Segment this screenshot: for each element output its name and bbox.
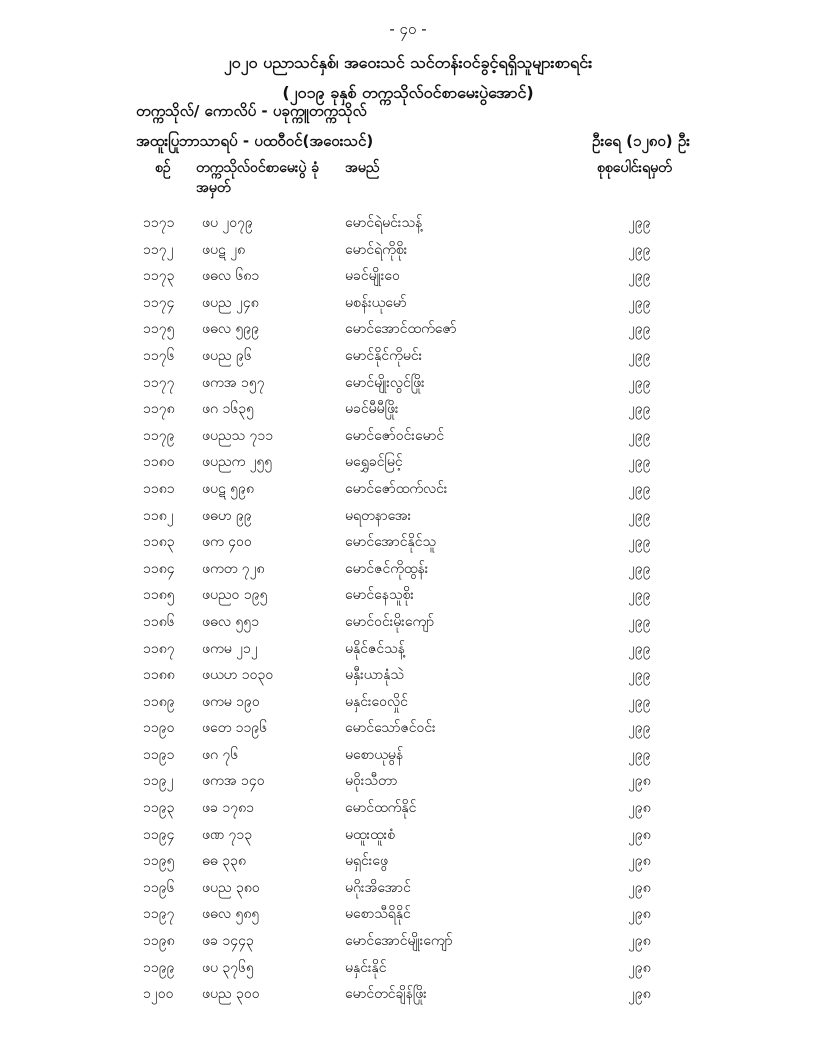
total-score: ၂၉၉ (628, 534, 651, 551)
table-row (0, 316, 816, 343)
table-row (0, 715, 816, 742)
student-name: မနှင်းနိုင် (345, 959, 387, 976)
row-number: ၁၁၉၃ (143, 800, 175, 817)
total-count-label: ဦးရေ (၁၂၈၀) ဦး (592, 132, 690, 150)
table-row (0, 795, 816, 822)
roll-number: ဖကမ ၁၉၀ (202, 693, 260, 710)
student-name: မောင်ဇော်ထက်လင်း (345, 480, 448, 497)
row-number: ၁၁၇၇ (143, 374, 175, 391)
row-number: ၁၁၈၆ (143, 613, 175, 630)
table-row (0, 662, 816, 689)
row-number: ၁၁၇၈ (143, 401, 175, 418)
table-row (0, 343, 816, 370)
total-score: ၂၉၉ (628, 746, 651, 763)
document-title: ၂၀၂၀ ပညာသင်နှစ်၊ အဝေးသင် သင်တန်းဝင်ခွင့်ရရှိသူများစာရင်း (223, 53, 593, 72)
student-name: မောင်တင်ချိန်ဖြိုး (345, 986, 427, 1003)
total-score: ၂၉၈ (628, 986, 651, 1003)
table-row (0, 396, 816, 423)
total-score: ၂၉၉ (628, 560, 651, 577)
roll-number: ဓဓ ၃၃၈ (202, 853, 246, 870)
total-score: ၂၉၉ (628, 427, 651, 444)
total-score: ၂၉၉ (628, 401, 651, 418)
roll-number: ဖဓလ ၅၅၁ (202, 613, 260, 630)
table-row (0, 529, 816, 556)
row-number: ၁၁၇၄ (143, 294, 175, 311)
roll-number: ဖဓဟ ၉၉ (202, 507, 252, 524)
table-row (0, 237, 816, 264)
roll-number: ဖပဋ ၂၈ (202, 241, 246, 258)
table-row (0, 848, 816, 875)
table-row (0, 955, 816, 982)
roll-number: ဖတေ ၁၁၉၆ (202, 720, 268, 737)
row-number: ၁၁၉၀ (143, 720, 175, 737)
row-number: ၁၁၉၂ (143, 773, 174, 790)
total-score: ၂၉၈ (628, 879, 651, 896)
total-score: ၂၉၈ (628, 773, 651, 790)
row-number: ၁၁၈၀ (143, 454, 175, 471)
row-number: ၁၁၇၁ (143, 215, 175, 231)
row-number: ၁၁၉၇ (143, 906, 175, 923)
table-row (0, 556, 816, 583)
table-row (0, 476, 816, 503)
student-name: မောင်သော်ဇင်ဝင်း (345, 720, 436, 737)
student-name: မရှင်းဖွေ (345, 853, 388, 870)
student-name: မောင်ဇော်ဝင်းမောင် (345, 427, 445, 444)
roll-number: ဖပည ၃၈၀ (202, 879, 260, 896)
row-number: ၁၁၉၁ (143, 746, 175, 763)
roll-number: ဖဓလ ၆၈၁ (202, 268, 260, 285)
student-name: မရတနာအေး (345, 507, 412, 524)
table-row (0, 875, 816, 902)
total-score: ၂၉၉ (628, 374, 651, 391)
row-number: ၁၁၉၆ (143, 879, 175, 896)
roll-number: ဖပည ၃၀၀ (202, 986, 260, 1003)
student-name: မောင်ထက်နိုင် (345, 800, 417, 817)
roll-number: ဖဏ ၇၁၃ (202, 826, 253, 843)
table-row (0, 210, 816, 237)
total-score: ၂၉၉ (628, 321, 651, 338)
student-name: မောင်ဝင်းမိုးကျော် (345, 613, 435, 630)
total-score: ၂၉၉ (628, 613, 651, 630)
roll-number: ဖကတ ၇၂၈ (202, 560, 265, 577)
total-score: ၂၉၈ (628, 959, 651, 976)
row-number: ၁၂၀၀ (143, 986, 174, 1003)
student-name: မစောယုမွန် (345, 746, 404, 763)
column-header-no: စဉ် (155, 160, 171, 176)
total-score: ၂၉၉ (628, 347, 651, 364)
roll-number: ဖခ ၁၇၈၁ (202, 800, 254, 817)
row-number: ၁၁၇၅ (143, 321, 175, 338)
row-number: ၁၁၈၃ (143, 534, 175, 551)
table-row (0, 636, 816, 663)
roll-number: ဖဓလ ၅၈၅ (202, 906, 260, 923)
student-name: မဝိုးသီတာ (345, 773, 398, 790)
table-row (0, 689, 816, 716)
row-number: ၁၁၉၉ (143, 959, 175, 976)
roll-number: ဖဓလ ၅၉၉ (202, 321, 260, 338)
row-number: ၁၁၇၂ (143, 241, 174, 258)
student-name: မနိုင်ဇင်သန့် (345, 640, 405, 657)
roll-number: ဖပ ၂၀၇၉ (202, 215, 253, 231)
roll-number: ဖဂ ၇၆ (202, 746, 239, 763)
total-score: ၂၉၉ (628, 720, 651, 737)
student-name: မထူးထူးစံ (345, 826, 396, 843)
table-row (0, 981, 816, 1008)
table-row (0, 901, 816, 928)
total-score: ၂၉၉ (628, 454, 651, 471)
student-name: မစောသီရိနိုင် (345, 906, 411, 923)
student-name: မဂိုးအိအောင် (345, 879, 411, 896)
student-name: မောင်ဇင်ကိုထွန်း (345, 560, 429, 577)
row-number: ၁၁၈၈ (143, 667, 175, 684)
total-score: ၂၉၉ (628, 667, 651, 684)
roll-number: ဖပညသ ၇၁၁ (202, 427, 274, 444)
student-name: မနှင်းဝေလှိုင် (345, 693, 408, 710)
column-header-points: စုစုပေါင်းရမှတ် (597, 160, 672, 176)
student-name: မနှီးယာနုံသဲ (345, 667, 404, 684)
table-row (0, 742, 816, 769)
table-row (0, 609, 816, 636)
university-label: တက္ကသိုလ်/ ကောလိပ် - ပခုက္ကူတက္ကသိုလ် (136, 102, 367, 120)
roll-number: ဖခ ၁၄၄၃ (202, 933, 254, 950)
table-row (0, 928, 816, 955)
roll-number: ဖကအ ၁၅၇ (202, 374, 265, 391)
student-name: မောင်အောင်ထက်ဇော် (345, 321, 457, 338)
total-score: ၂၉၉ (628, 587, 651, 604)
table-row (0, 503, 816, 530)
student-name: မောင်အောင်နိုင်သူ (345, 534, 437, 551)
student-name: မောင်အောင်မျိုးကျော် (345, 933, 453, 950)
roll-number: ဖပညဝ ၁၉၅ (202, 587, 268, 604)
row-number: ၁၁၈၁ (143, 480, 175, 497)
total-score: ၂၉၉ (628, 268, 651, 285)
row-number: ၁၁၉၄ (143, 826, 175, 843)
table-row (0, 370, 816, 397)
row-number: ၁၁၈၅ (143, 587, 175, 604)
column-header-name: အမည် (345, 160, 380, 176)
table-row (0, 263, 816, 290)
table-row (0, 290, 816, 317)
table-row (0, 582, 816, 609)
total-score: ၂၉၈ (628, 853, 651, 870)
row-number: ၁၁၈၄ (143, 560, 175, 577)
student-name: မခင်မျိုးဝေ (345, 268, 400, 285)
roll-number: ဖယဟ ၁၀၃၀ (202, 667, 274, 684)
row-number: ၁၁၇၆ (143, 347, 175, 364)
student-name: မရွှေခင်မြင့် (345, 454, 403, 471)
total-score: ၂၉၉ (628, 640, 651, 657)
student-name: မောင်ရဲမင်းသန့် (345, 215, 423, 231)
row-number: ၁၁၈၂ (143, 507, 174, 524)
major-label: အထူးပြုဘာသာရပ် - ပထဝီဝင်(အဝေးသင်) (136, 132, 374, 150)
roll-number: ဖပည ၂၄၈ (202, 294, 259, 311)
total-score: ၂၉၈ (628, 933, 651, 950)
student-name: မောင်ရဲကိုစိုး (345, 241, 408, 258)
total-score: ၂၉၉ (628, 693, 651, 710)
roll-number: ဖပ ၃၇၆၅ (202, 959, 254, 976)
roll-number: ဖကအ ၁၄၀ (202, 773, 265, 790)
total-score: ၂၉၉ (628, 294, 651, 311)
row-number: ၁၁၇၃ (143, 268, 175, 285)
roll-number: ဖက ၄၀၀ (202, 534, 252, 551)
roll-number: ဖပညက ၂၅၅ (202, 454, 273, 471)
student-name: မောင်နိုင်ကိုမင်း (345, 347, 423, 364)
roll-number: ဖပဋ ၅၉၈ (202, 480, 254, 497)
roll-number: ဖပည ၉၆ (202, 347, 252, 364)
row-number: ၁၁၉၅ (143, 853, 175, 870)
student-name: မောင်မျိုးလွင်ဖြိုး (345, 374, 425, 391)
total-score: ၂၉၈ (628, 826, 651, 843)
table-row (0, 768, 816, 795)
table-row (0, 423, 816, 450)
column-header-roll: တက္ကသိုလ်ဝင်စာမေးပွဲ ခုံအမှတ် (196, 160, 320, 196)
total-score: ၂၉၉ (628, 480, 651, 497)
student-list (0, 210, 816, 1008)
student-name: မခင်မီမီဖြိုး (345, 401, 399, 418)
roll-number: ဖဂ ၁၆၃၅ (202, 401, 254, 418)
row-number: ၁၁၈၇ (143, 640, 175, 657)
total-score: ၂၉၉ (628, 241, 651, 258)
total-score: ၂၉၈ (628, 800, 651, 817)
row-number: ၁၁၈၉ (143, 693, 175, 710)
total-score: ၂၉၉ (628, 507, 651, 524)
row-number: ၁၁၉၈ (143, 933, 175, 950)
document-subtitle: (၂၀၁၉ ခုနှစ် တက္ကသိုလ်ဝင်စာမေးပွဲအောင်) (282, 83, 534, 102)
row-number: ၁၁၇၉ (143, 427, 175, 444)
student-name: မောင်နေသူစိုး (345, 587, 414, 604)
student-name: မစန်းယုမော် (345, 294, 407, 311)
table-row (0, 822, 816, 849)
total-score: ၂၉၈ (628, 906, 651, 923)
page-number: - ၄၀ - (389, 20, 427, 38)
roll-number: ဖကမ ၂၁၂ (202, 640, 258, 657)
table-row (0, 449, 816, 476)
total-score: ၂၉၉ (628, 215, 651, 231)
